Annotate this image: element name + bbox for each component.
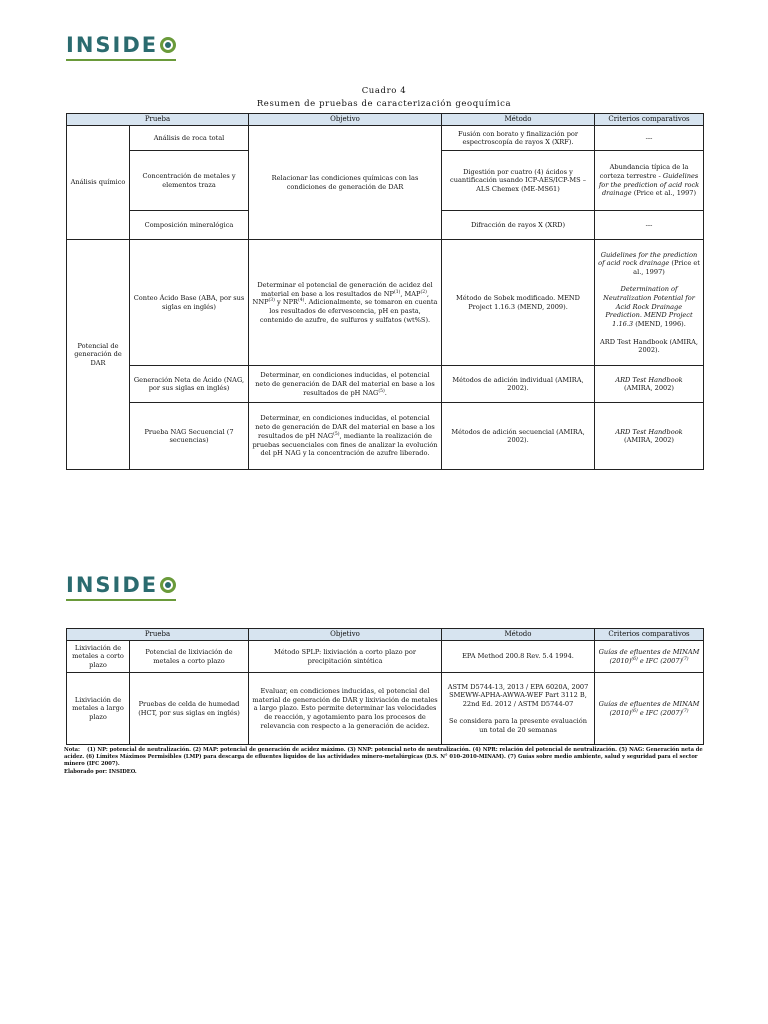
objective-cell: Determinar, en condiciones inducidas, el potencial neto de generación de DAR del material en base a los resultados de pH NAG$^{(5)}$, mediante la realización de pruebas secuenciales con fines de analizar la evolución del pH NAG y la concentración de azufre liberado. — [249, 403, 442, 470]
header-objetivo: Objetivo — [249, 629, 442, 641]
geochem-table — [66, 113, 704, 470]
method-cell: Difracción de rayos X (XRD) — [442, 211, 595, 240]
table-row — [67, 240, 704, 366]
insideo-logo — [66, 572, 176, 598]
insideo-logo — [66, 32, 176, 58]
table-notes — [64, 747, 704, 776]
table-header-row — [67, 114, 704, 126]
header-metodo: Método — [442, 114, 595, 126]
method-cell: Métodos de adición individual (AMIRA, 2002). — [442, 366, 595, 403]
method-cell: Métodos de adición secuencial (AMIRA, 2002). — [442, 403, 595, 470]
method-cell: Digestión por cuatro (4) ácidos y cuantificación usando ICP-AES/ICP-MS – ALS Chemex (ME-MS61) — [442, 151, 595, 211]
cuadro-title: Cuadro 4 — [361, 86, 407, 96]
criteria-cell: Guidelines for the prediction of acid rock drainage (Price et al., 1997) Determination of Neutralization Potential for Acid Rock Drainage Prediction. MEND Project 1.16.3 (MEND, 1996). ARD Test Handbook (AMIRA, 2002). — [595, 240, 704, 366]
elaborado-por: Elaborado por: INSIDEO. — [64, 768, 137, 775]
test-name: Potencial de lixiviación de metales a corto plazo — [130, 641, 249, 673]
method-cell: Método de Sobek modificado. MEND Project 1.16.3 (MEND, 2009). — [442, 240, 595, 366]
test-name: Análisis de roca total — [130, 126, 249, 151]
logo-o-icon — [160, 577, 176, 593]
header-metodo: Método — [442, 629, 595, 641]
method-cell: ASTM D5744-13, 2013 / EPA 6020A, 2007 SMEWW-APHA-AWWA-WEF Part 3112 B, 22nd Ed. 2012 / ASTM D5744-07 Se considera para la presente evaluación un total de 20 semanas — [442, 673, 595, 745]
test-name: Generación Neta de Ácido (NAG, por sus siglas en inglés) — [130, 366, 249, 403]
table-header-row — [67, 629, 704, 641]
logo-o-icon — [160, 37, 176, 53]
criteria-cell: Guías de efluentes de MINAM $(2010)^{(6)}$ e IFC $(2007)^{(7)}$ — [595, 641, 704, 673]
header-objetivo: Objetivo — [249, 114, 442, 126]
header-criterios: Criterios comparativos — [595, 114, 704, 126]
group-label: Lixiviación de metales a corto plazo — [67, 641, 130, 673]
test-name: Concentración de metales y elementos traza — [130, 151, 249, 211]
table-row — [67, 126, 704, 151]
group-label: Lixiviación de metales a largo plazo — [67, 673, 130, 745]
notes-text: (1) NP: potencial de neutralización. (2) MAP: potencial de generación de acidez máximo. (3) NNP: potencial neto de neutralización. (4) NPR: relación del potencial de neutralización. (5) NAG: Generación neta de acidez. (6) Límites Máximos Permisibles (LMP) para descarga de efluentes líquidos de las actividades minero-metalúrgicas (D.S. N° 010-2010-MINAM). (7) Guías sobre medio ambiente, salud y seguridad para el sector minero (IFC 2007). — [64, 747, 703, 768]
logo-text: INSIDE — [66, 573, 159, 597]
criteria-cell: --- — [595, 211, 704, 240]
objective-cell: Relacionar las condiciones químicas con las condiciones de generación de DAR — [249, 126, 442, 240]
logo-text: INSIDE — [66, 33, 159, 57]
leaching-table — [66, 628, 704, 745]
criteria-cell: Guías de efluentes de MINAM $(2010)^{(6)}$ e IFC $(2007)^{(7)}$ — [595, 673, 704, 745]
test-name: Prueba NAG Secuencial (7 secuencias) — [130, 403, 249, 470]
objective-cell: Método SPLP: lixiviación a corto plazo por precipitación sintética — [249, 641, 442, 673]
cuadro-subtitle: Resumen de pruebas de caracterización geoquímica — [256, 99, 512, 109]
objective-cell: Determinar el potencial de generación de acidez del material en base a los resultados de NP$^{(1)}$, MAP$^{(2)}$, NNP$^{(3)}$ y NPR$^{(4)}$. Adicionalmente, se tomaron en cuenta los resultados de efervescencia, pH en pasta, contenido de azufre, de sulfuros y sulfatos (wt%S). — [249, 240, 442, 366]
group-label: Potencial de generación de DAR — [67, 240, 130, 470]
table-row — [67, 366, 704, 403]
method-cell: Fusión con borato y finalización por espectroscopía de rayos X (XRF). — [442, 126, 595, 151]
criteria-cell: ARD Test Handbook (AMIRA, 2002) — [595, 403, 704, 470]
header-prueba: Prueba — [67, 114, 249, 126]
test-name: Pruebas de celda de humedad (HCT, por sus siglas en inglés) — [130, 673, 249, 745]
criteria-cell: Abundancia típica de la corteza terrestre - Guidelines for the prediction of acid rock drainage (Price et al., 1997) — [595, 151, 704, 211]
group-label: Análisis químico — [67, 126, 130, 240]
table-row — [67, 403, 704, 470]
header-prueba: Prueba — [67, 629, 249, 641]
test-name: Composición mineralógica — [130, 211, 249, 240]
header-criterios: Criterios comparativos — [595, 629, 704, 641]
notes-label: Nota: — [64, 747, 80, 753]
table-row — [67, 641, 704, 673]
test-name: Conteo Ácido Base (ABA, por sus siglas en inglés) — [130, 240, 249, 366]
criteria-cell: --- — [595, 126, 704, 151]
table-row — [67, 673, 704, 745]
objective-cell: Determinar, en condiciones inducidas, el potencial neto de generación de DAR del material en base a los resultados de pH NAG$^{(5)}$. — [249, 366, 442, 403]
objective-cell: Evaluar, en condiciones inducidas, el potencial del material de generación de DAR y lixiviación de metales a largo plazo. Esto permite determinar las velocidades de reacción, y agotamiento para los procesos de relevancia con respecto a la generación de acidez. — [249, 673, 442, 745]
method-cell: EPA Method 200.8 Rev. 5.4 1994. — [442, 641, 595, 673]
criteria-cell: ARD Test Handbook (AMIRA, 2002) — [595, 366, 704, 403]
